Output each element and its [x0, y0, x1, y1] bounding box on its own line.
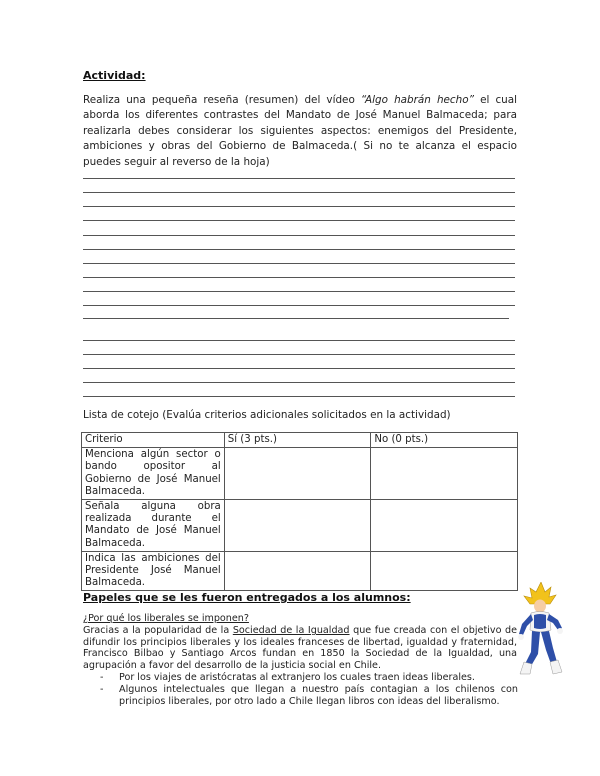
vegeta-figure-icon [516, 582, 566, 676]
writing-line[interactable] [83, 396, 515, 397]
papeles-title: Papeles que se les fueron entregados a los alumnos: [83, 591, 411, 604]
bullet-dash: - [100, 672, 104, 683]
writing-line[interactable] [83, 368, 515, 369]
video-title: “Algo habrán hecho” [360, 94, 474, 106]
no-cell[interactable] [371, 448, 518, 500]
paragraph-text-start: Gracias a la popularidad de la [83, 625, 233, 636]
actividad-instructions [83, 93, 517, 170]
writing-line[interactable] [83, 220, 515, 221]
criterio-cell: Menciona algún sector o bando opositor al Gobierno de José Manuel Balmaceda. [82, 448, 225, 500]
list-item [100, 684, 518, 707]
cotejo-table [81, 432, 518, 591]
actividad-title: Actividad: [83, 69, 146, 82]
papeles-paragraph [83, 625, 517, 671]
table-header-row [82, 433, 518, 448]
sociedad-igualdad-link: Sociedad de la Igualdad [232, 625, 350, 636]
list-item [100, 672, 518, 684]
paragraph-text-end: que fue creada con el objetivo de difundir los principios liberales y los ideales franceses de libertad, igualdad y fraternidad, Francisco Bilbao y Santiago Arcos fundan en 1850 la Sociedad de la Igualdad, una agrupación a favor del desarrollo de la justicia social en Chile. [83, 625, 517, 671]
writing-line[interactable] [83, 249, 515, 250]
writing-line[interactable] [83, 318, 509, 319]
table-row [82, 448, 518, 500]
writing-line[interactable] [83, 305, 515, 306]
instructions-text-end: el cual aborda los diferentes contrastes del Mandato de José Manuel Balmaceda; para realizarla debes considerar los siguientes aspectos: enemigos del Presidente, ambiciones y obras del Gobierno de Balmaceda.( Si no te alcanza el espacio puedes seguir al reverso de la hoja) [83, 94, 517, 168]
bullet-text: Por los viajes de aristócratas al extranjero los cuales traen ideas liberales. [119, 672, 475, 683]
cotejo-caption: Lista de cotejo (Evalúa criterios adicionales solicitados en la actividad) [83, 409, 451, 421]
writing-line[interactable] [83, 277, 515, 278]
writing-line[interactable] [83, 340, 515, 341]
writing-line[interactable] [83, 291, 515, 292]
no-cell[interactable] [371, 500, 518, 552]
bullet-dash: - [100, 684, 104, 695]
writing-line[interactable] [83, 263, 515, 264]
writing-line[interactable] [83, 382, 515, 383]
writing-line[interactable] [83, 178, 515, 179]
si-cell[interactable] [224, 500, 371, 552]
table-row [82, 500, 518, 552]
instructions-text-start: Realiza una pequeña reseña (resumen) del vídeo [83, 94, 361, 106]
writing-line[interactable] [83, 354, 515, 355]
papeles-question: ¿Por qué los liberales se imponen? [83, 613, 249, 624]
header-si: Sí (3 pts.) [224, 433, 371, 448]
table-row [82, 551, 518, 591]
bullet-text: Algunos intelectuales que llegan a nuestro país contagian a los chilenos con principios liberales, por otro lado a Chile llegan libros con ideas del liberalismo. [119, 684, 518, 707]
si-cell[interactable] [224, 448, 371, 500]
writing-line[interactable] [83, 235, 515, 236]
writing-line[interactable] [83, 206, 515, 207]
criterio-cell: Indica las ambiciones del Presidente José Manuel Balmaceda. [82, 551, 225, 591]
no-cell[interactable] [371, 551, 518, 591]
header-criterio: Criterio [82, 433, 225, 448]
criterio-cell: Señala alguna obra realizada durante el Mandato de José Manuel Balmaceda. [82, 500, 225, 552]
header-no: No (0 pts.) [371, 433, 518, 448]
writing-line[interactable] [83, 192, 515, 193]
si-cell[interactable] [224, 551, 371, 591]
